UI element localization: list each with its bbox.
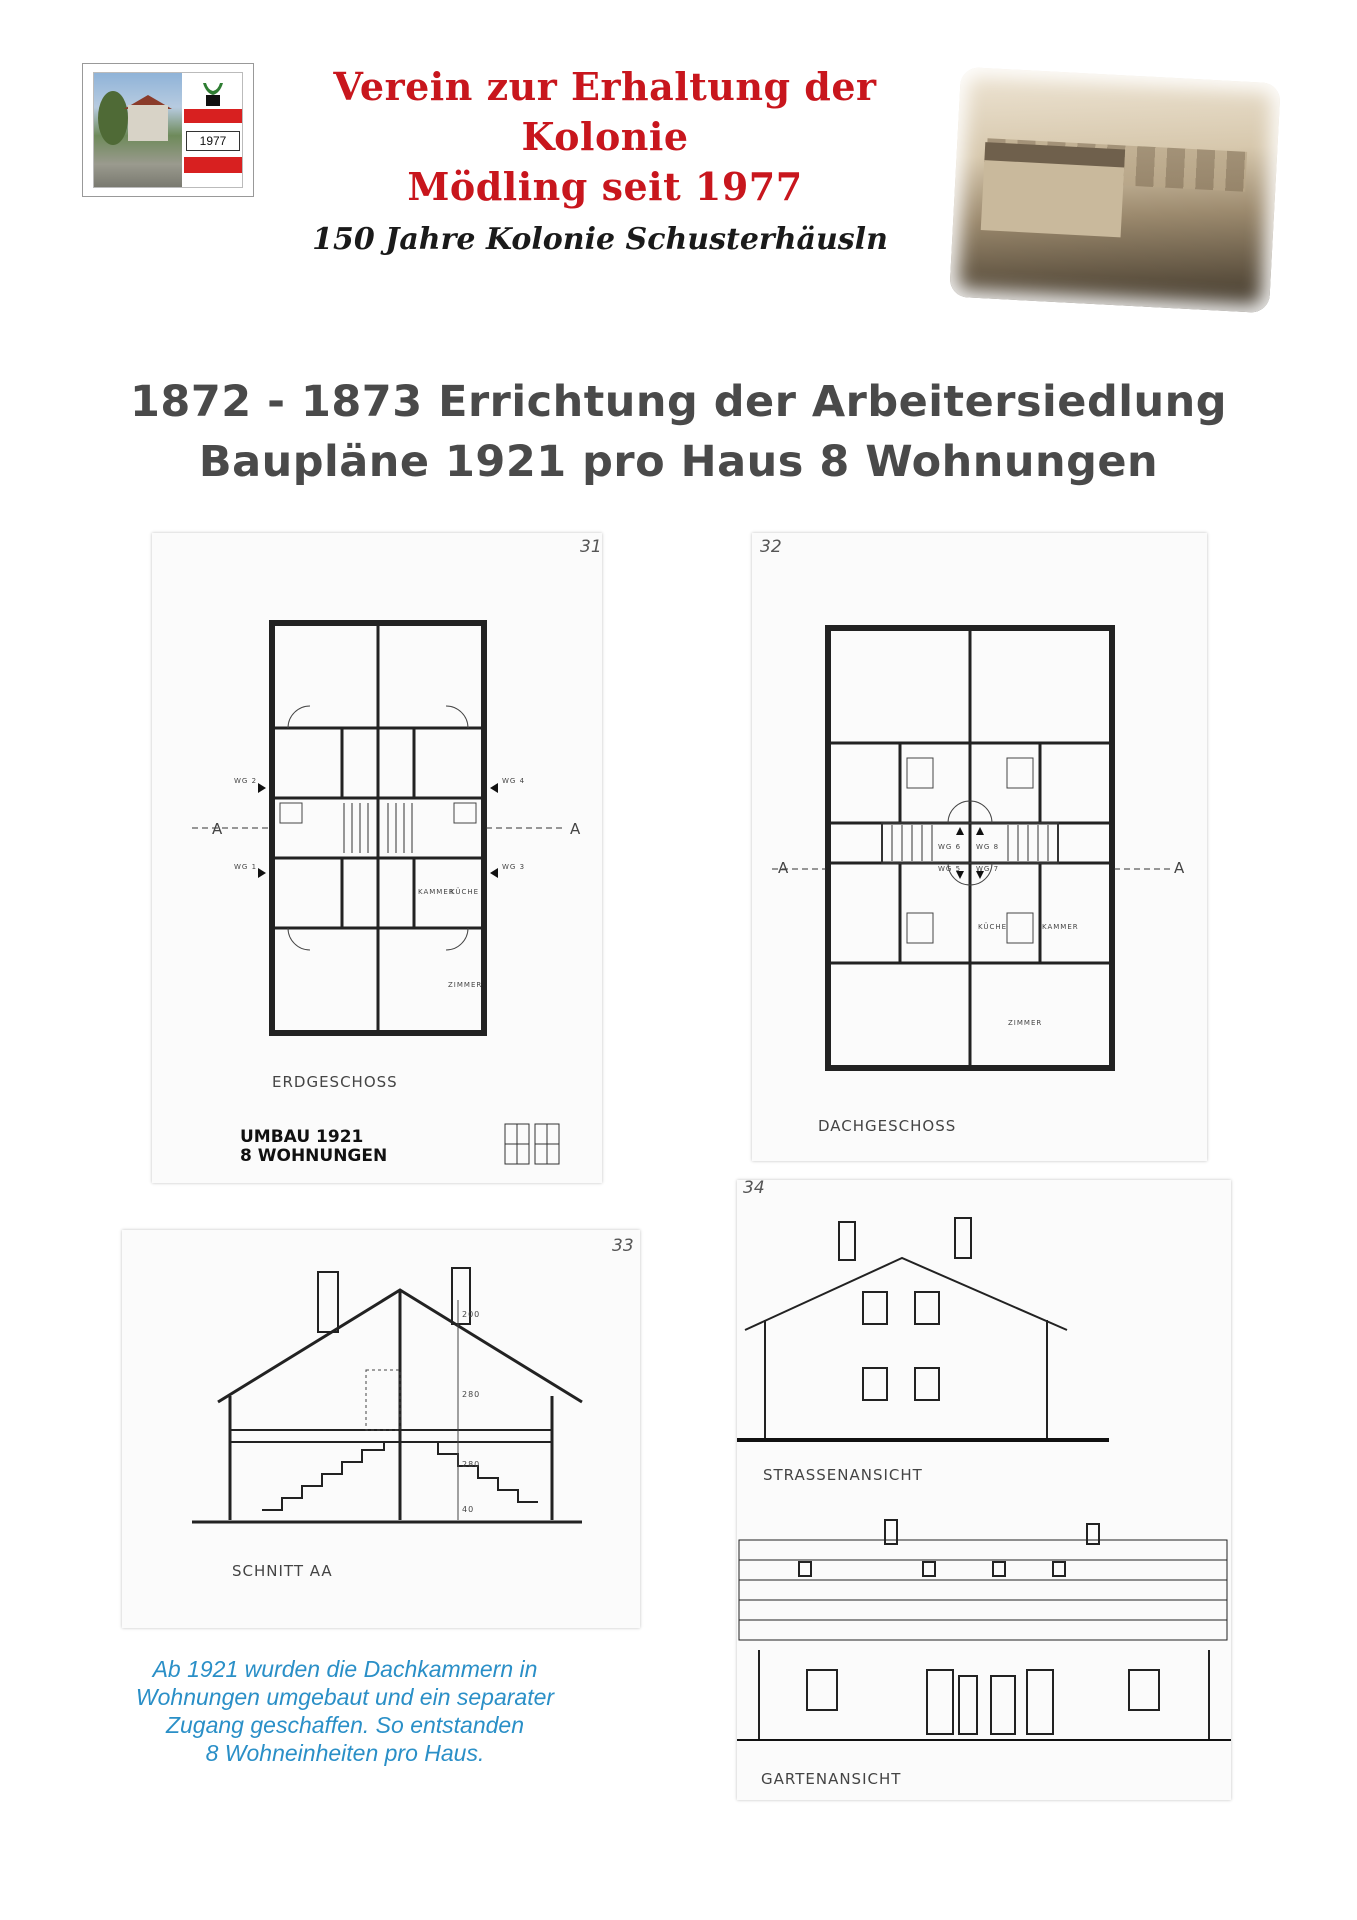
plan-ansichten — [737, 1180, 1231, 1800]
dim-40: 40 — [462, 1505, 475, 1514]
emblem-red-band-top — [184, 109, 242, 123]
plan-label-gartenansicht: GARTENANSICHT — [761, 1770, 902, 1788]
headline-line2: Baupläne 1921 pro Haus 8 Wohnungen — [198, 437, 1159, 487]
historic-photo-building — [981, 160, 1124, 237]
section-mark-left: A — [778, 859, 790, 877]
anniversary-subtitle: 150 Jahre Kolonie Schusterhäusln — [312, 222, 888, 257]
dim-280-lower: 280 — [462, 1460, 481, 1469]
logo-inner-frame — [93, 72, 243, 188]
section-mark-left: A — [212, 820, 224, 838]
plan-label-dachgeschoss: DACHGESCHOSS — [818, 1117, 957, 1135]
umbau-line1: UMBAU 1921 — [240, 1127, 364, 1147]
plan-number-33: 33 — [612, 1236, 634, 1256]
plan-erdgeschoss — [152, 533, 602, 1183]
room-label-kueche: KÜCHE — [978, 923, 1008, 931]
dim-200: 200 — [462, 1310, 481, 1319]
plan-label-strassenansicht: STRASSENANSICHT — [763, 1466, 923, 1484]
elevation-drawing — [737, 1180, 1231, 1800]
section-mark-right: A — [570, 820, 582, 838]
room-label-kammer: KAMMER — [418, 888, 455, 896]
section-drawing — [122, 1230, 640, 1628]
club-title-line1: Verein zur Erhaltung der Kolonie — [333, 64, 877, 159]
dim-280-upper: 280 — [462, 1390, 481, 1399]
caption-line4: 8 Wohneinheiten pro Haus. — [205, 1740, 485, 1766]
umbau-note — [240, 1128, 387, 1166]
headline-line1: 1872 - 1873 Errichtung der Arbeitersiedlung — [129, 377, 1227, 427]
caption-line2: Wohnungen umgebaut und ein separater — [135, 1684, 555, 1710]
page-headline — [120, 372, 1237, 492]
club-logo — [82, 63, 254, 197]
unit-key-grid — [504, 1123, 560, 1169]
logo-emblem — [184, 73, 242, 187]
caption-text — [110, 1655, 580, 1767]
hands-icon — [200, 79, 226, 107]
room-label-wg6: WG 6 — [938, 843, 962, 851]
room-label-zimmer: ZIMMER — [1008, 1019, 1043, 1027]
logo-house — [128, 105, 168, 141]
room-label-kammer: KAMMER — [1042, 923, 1079, 931]
plan-schnitt-aa — [122, 1230, 640, 1628]
plan-number-34: 34 — [743, 1178, 765, 1198]
room-label-wg3: WG 3 — [502, 863, 526, 871]
plan-dachgeschoss — [752, 533, 1207, 1161]
room-label-zimmer: ZIMMER — [448, 981, 483, 989]
room-label-wg7: WG 7 — [976, 865, 1000, 873]
caption-line3: Zugang geschaffen. So entstanden — [165, 1712, 525, 1738]
club-title-line2: Mödling seit 1977 — [407, 164, 803, 209]
plan-number-32: 32 — [760, 537, 782, 557]
historic-photo — [949, 67, 1281, 313]
club-title — [265, 62, 945, 212]
room-label-wg5: WG 5 — [938, 865, 962, 873]
room-label-wg2: WG 2 — [234, 777, 258, 785]
emblem-red-band-bottom — [184, 157, 242, 173]
plan-number-31: 31 — [580, 537, 602, 557]
room-label-wg4: WG 4 — [502, 777, 526, 785]
plan-label-erdgeschoss: ERDGESCHOSS — [272, 1073, 398, 1091]
umbau-line2: 8 WOHNUNGEN — [240, 1146, 388, 1166]
room-label-wg1: WG 1 — [234, 863, 258, 871]
plan-label-schnitt: SCHNITT AA — [232, 1562, 333, 1580]
caption-line1: Ab 1921 wurden die Dachkammern in — [152, 1656, 538, 1682]
emblem-year: 1977 — [186, 131, 240, 151]
room-label-wg8: WG 8 — [976, 843, 1000, 851]
section-mark-right: A — [1174, 859, 1186, 877]
logo-house-photo — [94, 73, 182, 187]
room-label-kueche: KÜCHE — [450, 888, 480, 896]
